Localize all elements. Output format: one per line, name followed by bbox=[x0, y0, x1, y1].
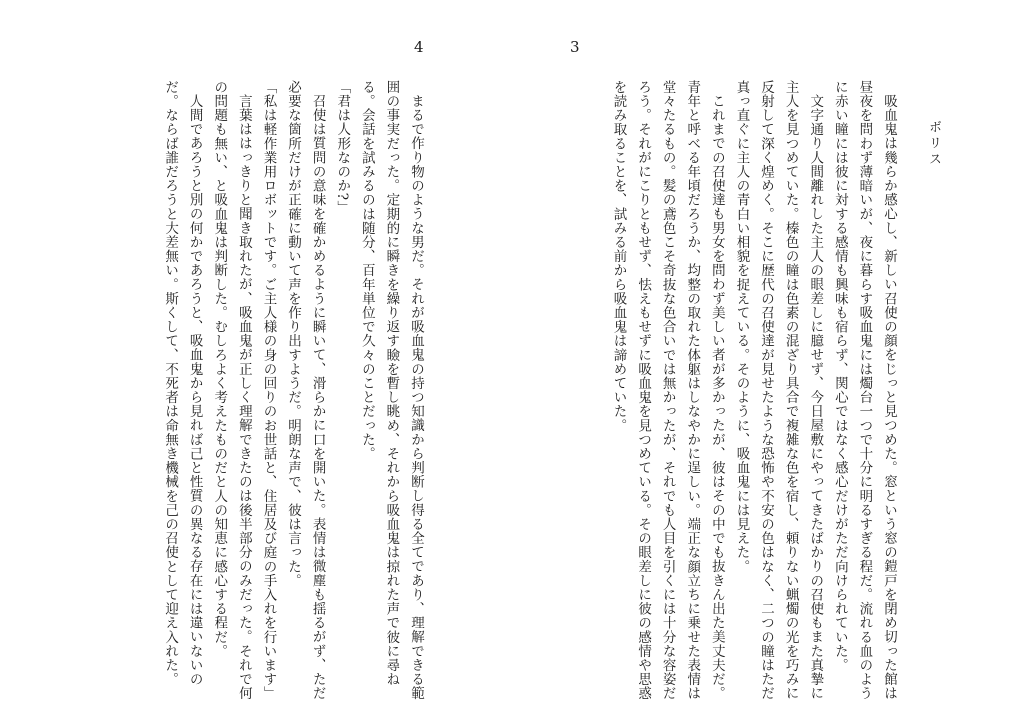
page-number-right: 3 bbox=[570, 38, 580, 56]
running-head: ボリス bbox=[926, 120, 941, 168]
paragraph: 召使は質問の意味を確かめるように瞬いて、滑らかに口を開いた。表情は微塵も揺るがず、ただ必要な箇所だけが正確に動いて声を作り出すようだ。明朗な声で、彼は言った。 bbox=[285, 80, 326, 700]
dialogue-line: 「私は軽作業用ロボットです。ご主人様の身の回りのお世話と、住居及び庭の手入れを行います」 bbox=[260, 80, 277, 701]
paragraph: 吸血鬼は幾らか感心し、新しい召使の顔をじっと見つめた。窓という窓の鎧戸を閉め切った館は昼夜を問わず薄暗いが、夜に暮らす吸血鬼には燭台一つで十分に明るすぎる程だ。流れる血のように赤い瞳には彼に対する感情も興味も宿らず、関心ではなく感心だけがただ向けられていた。 bbox=[831, 80, 897, 701]
paragraph: 言葉ははっきりと聞き取れたが、吸血鬼が正しく理解できたのは後半部分のみだった。それで何の問題も無い、と吸血鬼は判断した。むしろよく考えたものだと人の知恵に感心する程だ。 bbox=[211, 80, 252, 700]
page-number-left: 4 bbox=[414, 38, 424, 56]
paragraph: まるで作り物のような男だ。それが吸血鬼の持つ知識から判断し得る全てであり、理解できる範囲の事実だった。定期的に瞬きを繰り返す瞼を暫し眺め、それから吸血鬼は掠れた声で彼に尋ねる。会話を試みるのは随分、百年単位で久々のことだった。 bbox=[358, 80, 424, 700]
left-page-text bbox=[106, 80, 428, 710]
paragraph: これまでの召使達も男女を問わず美しい者が多かったが、彼はその中でも抜きん出た美丈夫だ。青年と呼べる年頃だろうか、均整の取れた体躯はしなやかに逞しい。端正な顔立ちに乗せた表情は堂々たるもの。髪の鳶色こそ奇抜な色合いでは無かったが、それでも人目を引くには十分な容姿だろう。それがにこりともせず、怯えもせずに吸血鬼を見つめている。その眼差しに彼の感情や思惑を読み取ることを、試みる前から吸血鬼は諦めていた。 bbox=[610, 80, 725, 701]
paragraph: 文字通り人間離れした主人の眼差しに臆せず、今日屋敷にやってきたばかりの召使もまた真摯に主人を見つめていた。榛色の瞳は色素の混ざり具合で複雑な色を宿し、頼りない蝋燭の光を巧みに反射して深く煌めく。そこに歴代の召使達が見せたような恐怖や不安の色はなく、二つの瞳はただ真っ直ぐに主人の青白い相貌を捉えている。そのように、吸血鬼には見えた。 bbox=[733, 80, 824, 701]
dialogue-line: 「君は人形なのか?」 bbox=[334, 80, 351, 215]
right-page-text bbox=[565, 80, 901, 710]
paragraph: 人間であろうと別の何かであろうと、吸血鬼から見れば己と性質の異なる存在には違いないのだ。ならば誰だろうと大差無い。斯くして、不死者は命無き機械を己の召使として迎え入れた。 bbox=[162, 80, 203, 687]
